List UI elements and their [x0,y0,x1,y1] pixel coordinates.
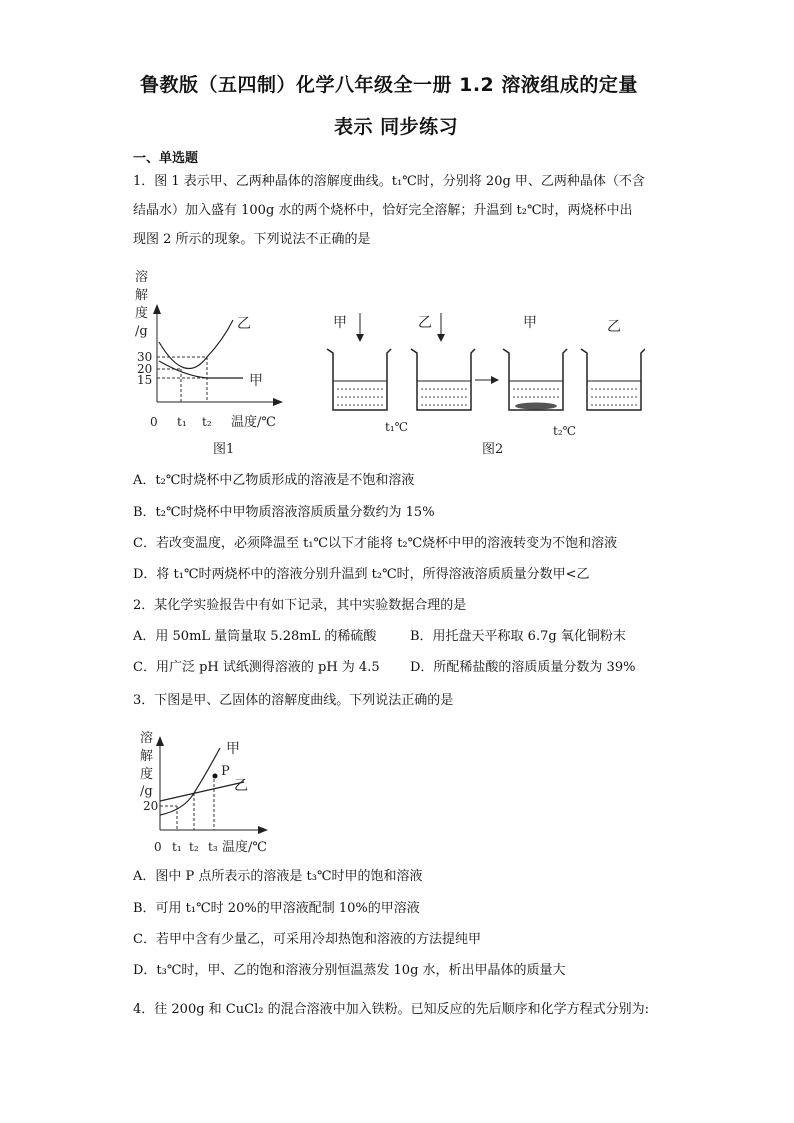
fig1-xtick: t₂ [202,415,212,429]
fig1-ylabel-char: 解 [135,288,149,303]
fig2-crystal-precipitate [515,403,557,410]
q3-fig-x-arrow [258,826,268,834]
section-heading: 一、单选题 [133,151,199,166]
q3-fig-ytick: 20 [143,799,159,813]
q1-stem-line2: 结晶水）加入盛有 100g 水的两个烧杯中，恰好完全溶解；升温到 t₂℃时，两烧杯中出 [133,203,633,218]
fig2-beaker-yi-t2 [581,349,645,410]
fig1-caption: 图1 [213,442,235,457]
fig1-xtick: t₁ [177,415,187,429]
q3-curve-yi [160,782,244,801]
fig1-ylabel-char: 度 [135,306,149,321]
q3-fig-xlabel: 温度/℃ [222,840,267,855]
q3-point-label: P [221,764,230,779]
fig2-label-jia: 甲 [333,315,347,331]
fig1-ylabel-char: 溶 [135,270,149,285]
q3-fig-origin-label: 0 [154,840,162,854]
fig2-heating-arrowhead [491,376,499,384]
q1-option-a: A．t₂℃时烧杯中乙物质形成的溶液是不饱和溶液 [133,473,415,488]
fig1-ytick: 20 [137,362,153,376]
q3-fig-ylabel-char: 溶 [140,731,154,746]
q3-point-p [213,774,218,779]
q3-curve-jia [160,748,220,815]
q3-fig-y-arrow [156,736,164,746]
fig1-y-arrow [153,304,161,314]
q2-option-b: B．用托盘天平称取 6.7g 氧化铜粉末 [410,629,626,644]
q2-option-c: C．用广泛 pH 试纸测得溶液的 pH 为 4.5 [133,660,380,675]
q3-option-c: C．若甲中含有少量乙，可采用冷却热饱和溶液的方法提纯甲 [133,932,481,947]
fig2-add-arrowhead [437,334,445,342]
q4-stem: 4．往 200g 和 CuCl₂ 的混合溶液中加入铁粉。已知反应的先后顺序和化学方程式分别为: [133,1002,649,1017]
q3-curve-label-jia: 甲 [226,741,240,757]
fig1-x-arrow [273,398,283,406]
q3-option-a: A．图中 P 点所表示的溶液是 t₃℃时甲的饱和溶液 [133,869,423,884]
q3-fig-ylabel-char: 度 [140,767,154,782]
q2-option-a: A．用 50mL 量筒量取 5.28mL 的稀硫酸 [133,629,377,644]
q3-stem: 3．下图是甲、乙固体的溶解度曲线。下列说法正确的是 [133,693,454,708]
fig2-temp-t1: t₁℃ [385,420,409,434]
fig2-label-jia-t2: 甲 [523,315,537,331]
fig2-beaker-jia-t1 [327,349,391,410]
q3-option-d: D．t₃℃时，甲、乙的饱和溶液分别恒温蒸发 10g 水，析出甲晶体的质量大 [133,963,566,978]
q3-fig-ylabel-char: /g [140,784,153,799]
q3-option-b: B．可用 t₁℃时 20%的甲溶液配制 10%的甲溶液 [133,901,420,916]
fig1-xlabel: 温度/℃ [231,415,276,430]
q1-option-d: D．将 t₁℃时两烧杯中的溶液分别升温到 t₂℃时，所得溶液溶质质量分数甲<乙 [133,567,590,582]
fig1-curve-yi [159,320,233,369]
q2-stem: 2．某化学实验报告中有如下记录，其中实验数据合理的是 [133,598,467,613]
fig1-ytick: 30 [137,350,153,364]
fig1-curve-label-yi: 乙 [237,316,251,332]
q2-option-d: D．所配稀盐酸的溶质质量分数为 39% [410,660,636,675]
q3-fig-xtick: t₂ [189,840,199,854]
q3-curve-label-yi: 乙 [234,778,248,794]
page-title-line1: 鲁教版（五四制）化学八年级全一册 1.2 溶液组成的定量 [140,74,638,96]
q1-option-c: C．若改变温度，必须降温至 t₁℃以下才能将 t₂℃烧杯中甲的溶液转变为不饱和溶液 [133,536,618,551]
fig1-ylabel-char: /g [135,324,148,339]
q1-figure1-solubility-chart [125,262,305,462]
fig2-temp-t2: t₂℃ [553,424,577,438]
q1-stem-line1: 1．图 1 表示甲、乙两种晶体的溶解度曲线。t₁℃时，分别将 20g 甲、乙两种晶体（不含 [133,174,645,189]
fig1-origin-label: 0 [150,415,158,429]
page-title-line2: 表示 同步练习 [334,116,459,138]
q1-figure2-beakers [315,305,645,460]
q3-fig-xtick: t₁ [172,840,182,854]
fig1-ytick: 15 [137,373,153,387]
q1-option-b: B．t₂℃时烧杯中甲物质溶液溶质质量分数约为 15% [133,505,435,520]
fig1-curve-label-jia: 甲 [249,373,263,389]
q1-stem-line3: 现图 2 所示的现象。下列说法不正确的是 [133,232,371,247]
fig2-beaker-yi-t1 [411,349,475,410]
fig2-label-yi-t2: 乙 [607,319,621,335]
q3-fig-ylabel-char: 解 [140,749,154,764]
fig2-label-yi: 乙 [418,315,432,331]
fig2-beaker-jia-t2 [503,349,567,410]
q3-fig-xtick: t₃ [208,840,218,854]
fig2-caption: 图2 [482,442,504,457]
fig2-add-arrowhead [356,334,364,342]
q3-solubility-chart [128,722,278,862]
